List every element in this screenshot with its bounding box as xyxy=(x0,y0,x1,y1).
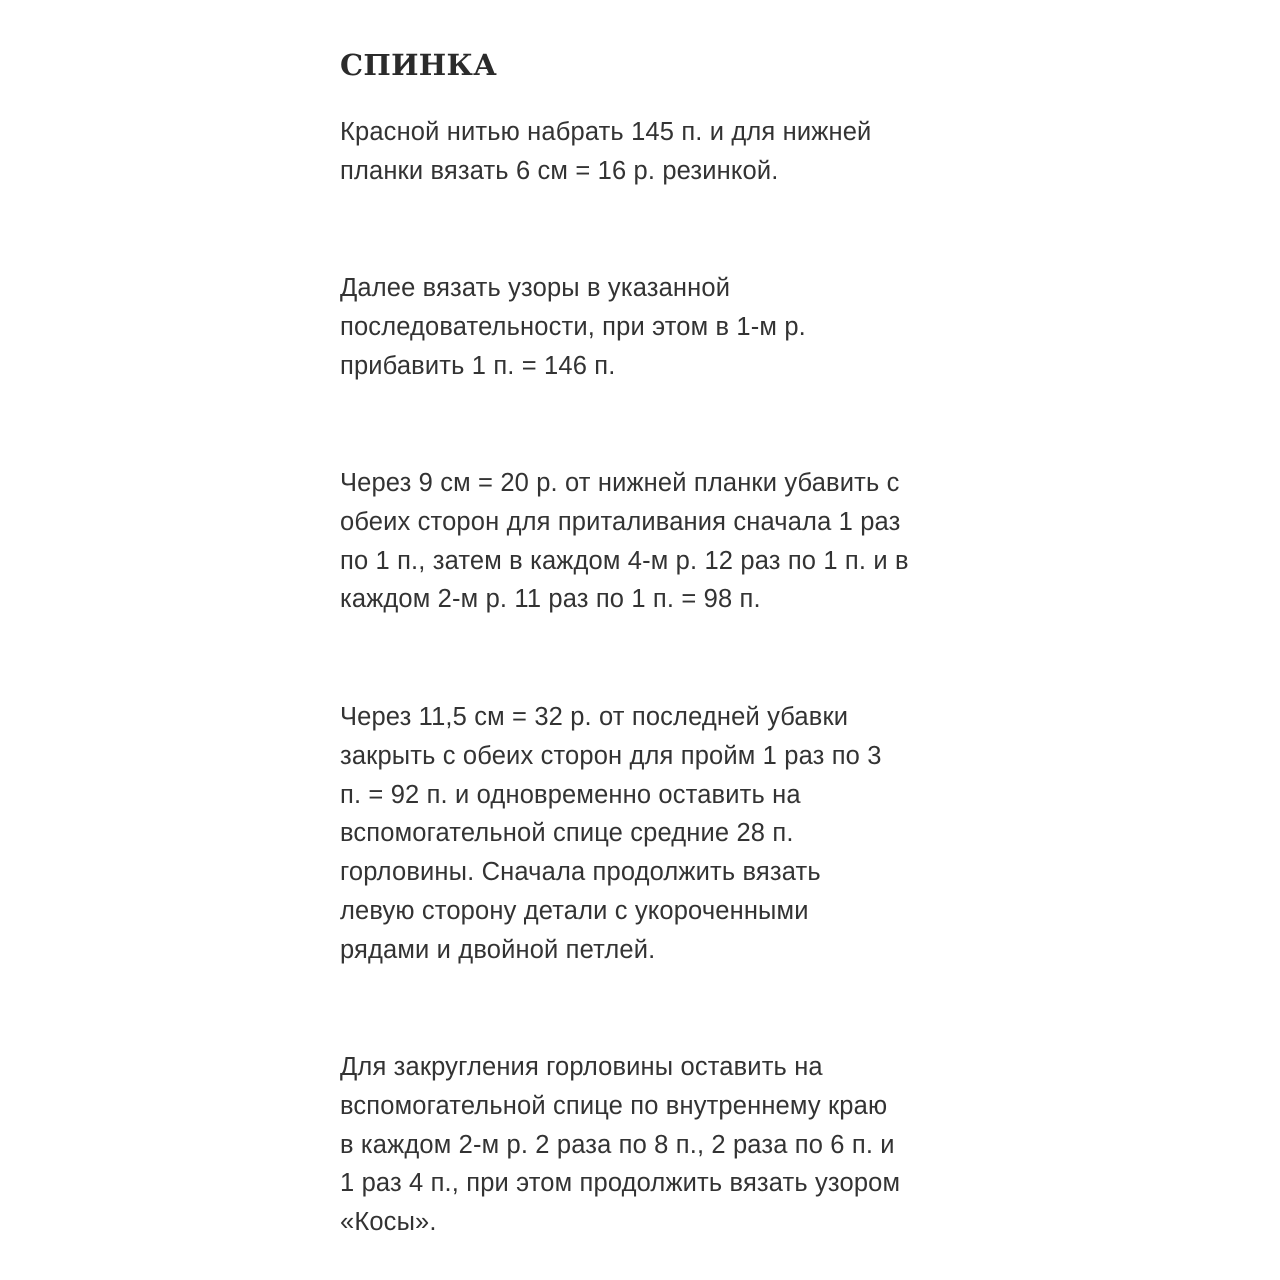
paragraph-waist-decrease xyxy=(340,464,909,619)
text-line: планки вязать 6 см = 16 р. резинкой. xyxy=(340,156,779,185)
text-line: в каждом 2-м р. 2 раза по 8 п., 2 раза по 6 п. и xyxy=(340,1130,895,1159)
section-title: СПИНКА xyxy=(340,48,498,82)
text-line: горловины. Сначала продолжить вязать xyxy=(340,858,821,887)
text-line: Далее вязать узоры в указанной xyxy=(340,274,731,302)
text-line: рядами и двойной петлей. xyxy=(340,935,656,964)
text-line: прибавить 1 п. = 146 п. xyxy=(340,351,616,380)
text-line: Через 11,5 см = 32 р. от последней убавки xyxy=(340,703,849,731)
text-line: «Косы». xyxy=(340,1208,437,1237)
text-line: закрыть с обеих сторон для пройм 1 раз по 3 xyxy=(340,741,882,770)
text-line: 1 раз 4 п., при этом продолжить вязать узором xyxy=(340,1169,901,1198)
text-line: каждом 2-м р. 11 раз по 1 п. = 98 п. xyxy=(340,585,761,614)
paragraph-patterns xyxy=(340,269,806,385)
text-line: п. = 92 п. и одновременно оставить на xyxy=(340,780,801,809)
text-line: Через 9 см = 20 р. от нижней планки убавить с xyxy=(340,469,900,497)
text-line: вспомогательной спице средние 28 п. xyxy=(340,819,794,848)
text-line: левую сторону детали с укороченными xyxy=(340,896,809,925)
text-line: обеих сторон для приталивания сначала 1 раз xyxy=(340,507,901,536)
paragraph-armholes xyxy=(340,698,882,970)
paragraph-cast-on xyxy=(340,113,871,191)
text-line: последовательности, при этом в 1-м р. xyxy=(340,312,806,341)
text-line: вспомогательной спице по внутреннему краю xyxy=(340,1091,888,1120)
text-line: по 1 п., затем в каждом 4-м р. 12 раз по 1 п. и в xyxy=(340,546,909,575)
text-line: Для закругления горловины оставить на xyxy=(340,1053,823,1081)
paragraph-neckline xyxy=(340,1048,900,1242)
text-line: Красной нитью набрать 145 п. и для нижней xyxy=(340,118,872,146)
